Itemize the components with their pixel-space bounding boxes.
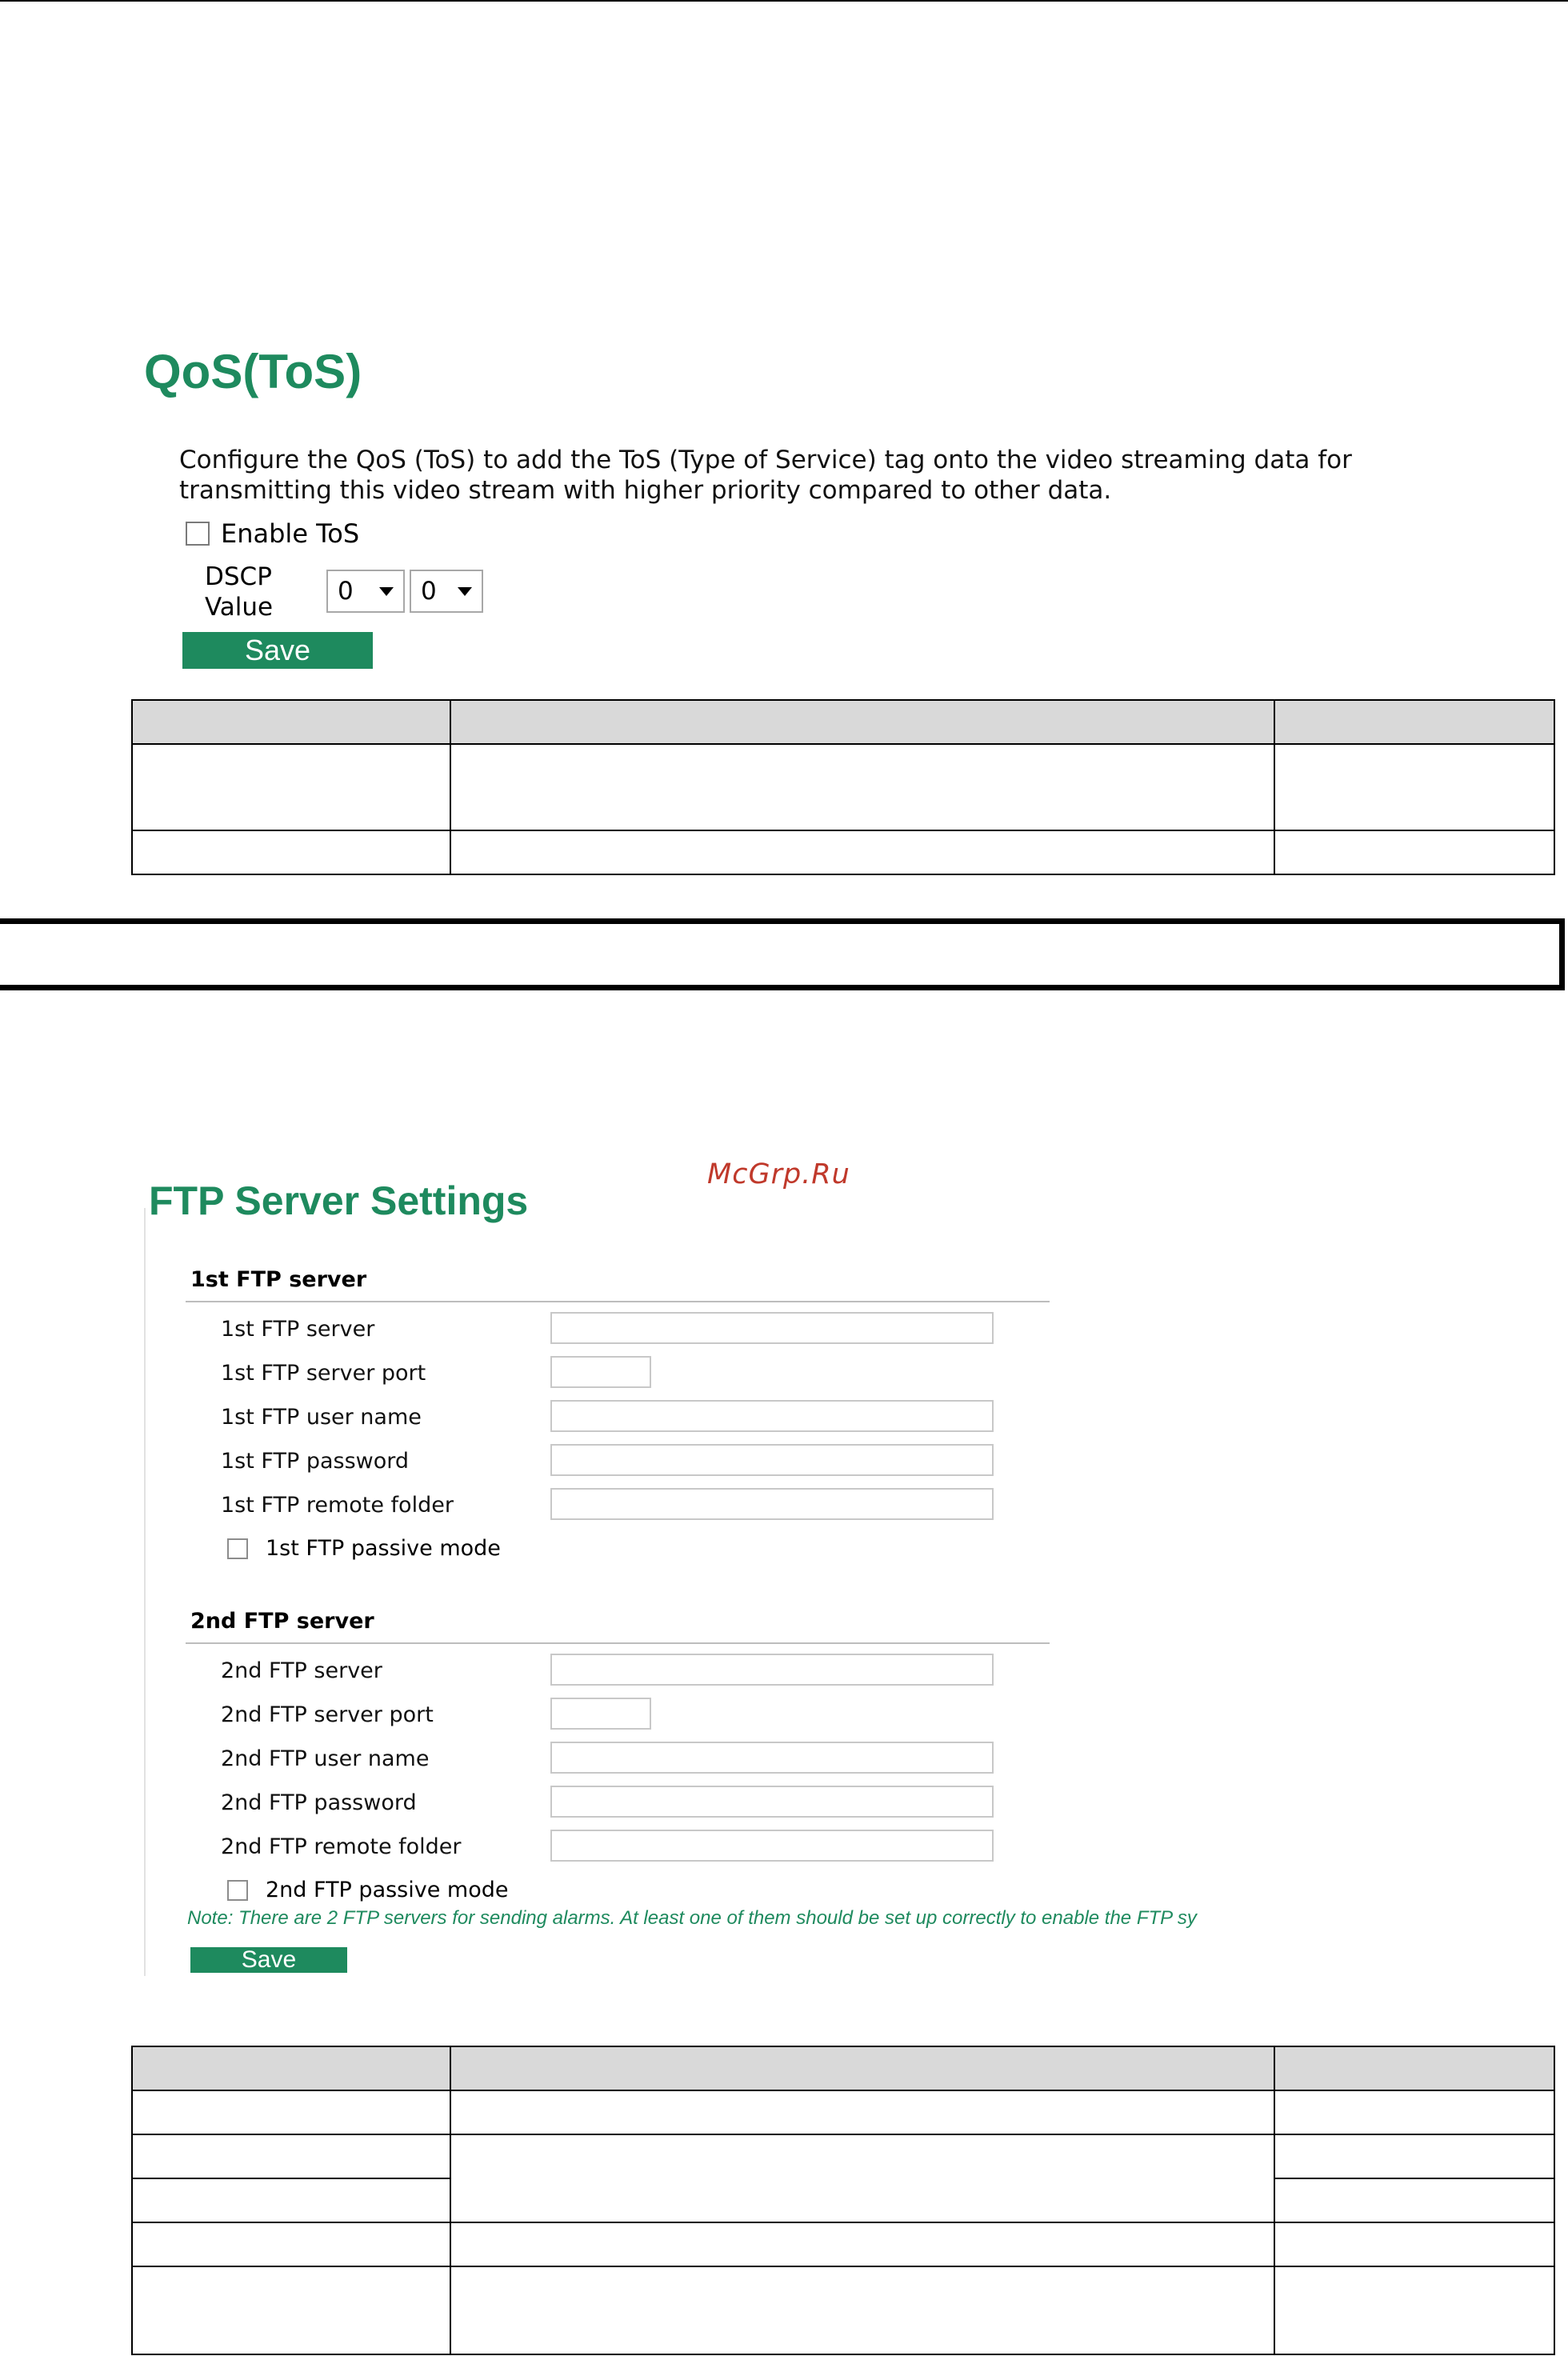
second-ftp-passive-label: 2nd FTP passive mode: [266, 1878, 509, 1902]
qos-parameter-table: [131, 699, 1555, 875]
ftp-save-button[interactable]: Save: [190, 1947, 347, 1973]
dscp-label-line2: Value: [205, 593, 274, 622]
first-ftp-passive-row[interactable]: [227, 1536, 501, 1561]
ftp-title: FTP Server Settings: [149, 1178, 529, 1223]
dscp-select-2[interactable]: [410, 570, 483, 613]
first-ftp-server-label: 1st FTP server: [221, 1317, 375, 1342]
second-ftp-passive-checkbox[interactable]: [227, 1880, 248, 1901]
first-ftp-password-label: 1st FTP password: [221, 1449, 410, 1474]
first-ftp-password-input[interactable]: [550, 1444, 994, 1476]
ftp-parameter-table: [131, 2046, 1555, 2355]
enable-tos-checkbox[interactable]: [186, 522, 210, 546]
page-top-rule: [0, 0, 1568, 2]
second-ftp-port-input[interactable]: [550, 1698, 651, 1730]
dscp-value-label: [205, 562, 273, 622]
first-ftp-server-input[interactable]: [550, 1312, 994, 1344]
table-row: [132, 2222, 1554, 2266]
ftp-note: Note: There are 2 FTP servers for sending alarms. At least one of them should be set up correctly to enable the FTP sy: [187, 1907, 1197, 1929]
second-ftp-heading: 2nd FTP server: [190, 1609, 374, 1634]
note-box: [0, 918, 1565, 990]
ftp-panel-border: [144, 1208, 146, 1976]
table-header-row: [132, 2046, 1554, 2090]
chevron-down-icon: [379, 587, 394, 596]
table-row: [132, 2134, 1554, 2178]
first-ftp-folder-input[interactable]: [550, 1488, 994, 1520]
dscp-label-line1: DSCP: [205, 562, 272, 591]
qos-title: QoS(ToS): [144, 345, 362, 398]
first-ftp-folder-label: 1st FTP remote folder: [221, 1493, 454, 1518]
watermark: McGrp.Ru: [707, 1158, 850, 1190]
second-ftp-server-label: 2nd FTP server: [221, 1658, 382, 1683]
ftp-note-container: [187, 1907, 1259, 1934]
second-ftp-server-input[interactable]: [550, 1654, 994, 1686]
second-ftp-password-label: 2nd FTP password: [221, 1790, 417, 1815]
dscp-select-2-value: 0: [421, 577, 437, 606]
first-ftp-passive-label: 1st FTP passive mode: [266, 1536, 501, 1561]
section-divider: [186, 1301, 1050, 1302]
enable-tos-row[interactable]: [186, 518, 359, 549]
first-ftp-heading: 1st FTP server: [190, 1267, 367, 1292]
first-ftp-port-input[interactable]: [550, 1356, 651, 1388]
second-ftp-password-input[interactable]: [550, 1786, 994, 1818]
second-ftp-folder-label: 2nd FTP remote folder: [221, 1834, 462, 1859]
table-row: [132, 744, 1554, 830]
dscp-select-1-value: 0: [338, 577, 354, 606]
second-ftp-port-label: 2nd FTP server port: [221, 1702, 434, 1727]
table-header-row: [132, 700, 1554, 744]
second-ftp-user-input[interactable]: [550, 1742, 994, 1774]
table-row: [132, 2266, 1554, 2354]
table-row: [132, 2090, 1554, 2134]
second-ftp-passive-row[interactable]: [227, 1878, 509, 1902]
second-ftp-folder-input[interactable]: [550, 1830, 994, 1862]
first-ftp-user-input[interactable]: [550, 1400, 994, 1432]
first-ftp-user-label: 1st FTP user name: [221, 1405, 422, 1430]
chevron-down-icon: [458, 587, 472, 596]
first-ftp-port-label: 1st FTP server port: [221, 1361, 426, 1386]
qos-save-button[interactable]: Save: [182, 632, 373, 669]
enable-tos-label: Enable ToS: [221, 518, 360, 549]
table-row: [132, 830, 1554, 874]
dscp-select-1[interactable]: [326, 570, 405, 613]
second-ftp-user-label: 2nd FTP user name: [221, 1746, 430, 1771]
section-divider: [186, 1642, 1050, 1644]
qos-description: Configure the QoS (ToS) to add the ToS (Type of Service) tag onto the video streaming data for transmitting this video stream with higher priority compared to other data.: [179, 446, 1352, 505]
first-ftp-passive-checkbox[interactable]: [227, 1538, 248, 1559]
